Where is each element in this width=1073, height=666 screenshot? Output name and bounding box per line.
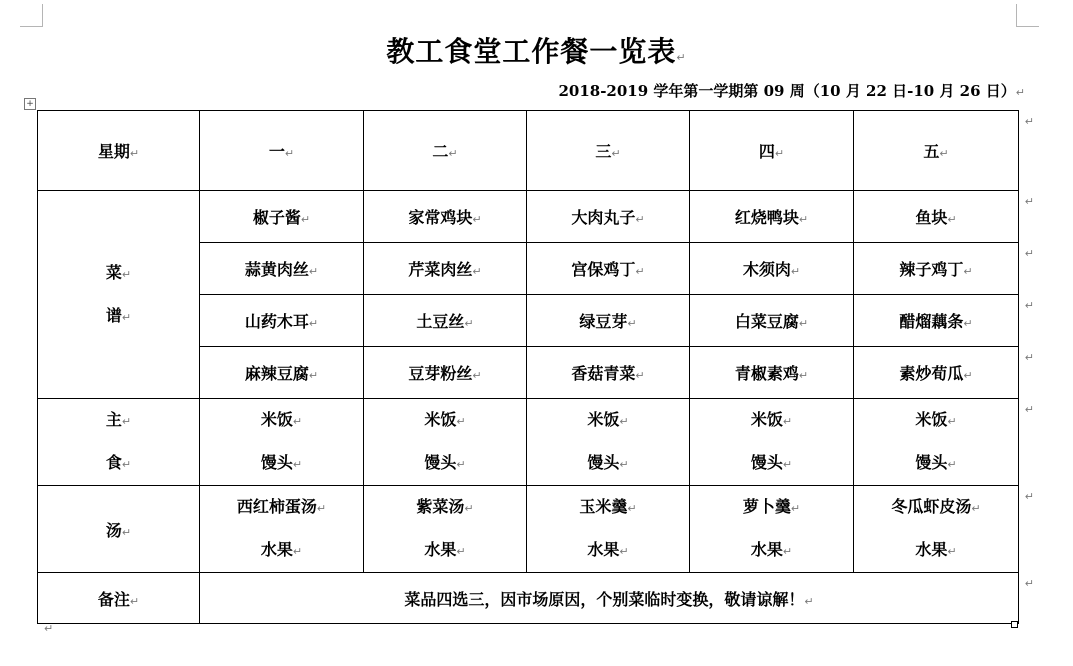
crop-mark-top-left	[20, 4, 43, 27]
dish-name: 椒子酱	[252, 208, 301, 227]
table-resize-handle[interactable]	[1011, 621, 1018, 628]
staple-item: 米饭	[424, 410, 457, 429]
paragraph-mark: ↵	[804, 594, 814, 608]
staple-cell	[854, 399, 1034, 486]
fruit-item: 水果	[915, 540, 948, 559]
soup-cell	[200, 486, 364, 573]
document-end-paragraph-mark: ↵	[44, 622, 54, 635]
dish-cell	[200, 347, 364, 399]
dish-name: 鱼块	[915, 208, 948, 227]
dish-name: 木须肉	[742, 260, 791, 279]
note-row	[38, 573, 1019, 624]
dish-row	[38, 191, 1019, 243]
day-cell-mon	[200, 111, 364, 191]
dish-cell	[200, 191, 364, 243]
day-cell-tue	[364, 111, 527, 191]
paragraph-mark: ↵	[121, 310, 132, 324]
menu-table	[37, 110, 1034, 624]
dish-cell	[854, 347, 1034, 399]
staple-item: 馒头	[424, 453, 457, 472]
soup-label-cell	[38, 486, 200, 573]
note-text: 菜品四选三，因市场原因，个别菜临时变换，敬请谅解！	[404, 589, 805, 609]
dish-cell	[854, 191, 1034, 243]
dish-name: 白菜豆腐	[734, 312, 799, 331]
paragraph-mark: ↵	[464, 317, 474, 330]
staple-item: 馒头	[587, 453, 620, 472]
dish-name: 香菇青菜	[571, 364, 636, 383]
weekday-label: 星期	[97, 142, 130, 161]
paragraph-mark: ↵	[963, 317, 973, 330]
soup-cell	[690, 486, 854, 573]
staple-label-char: 食	[105, 453, 122, 472]
subtitle-text: 2018-2019 学年第一学期第 09 周（10 月 22 日-10 月 26 日）	[558, 82, 1016, 100]
row-end-mark: ↵	[1024, 577, 1034, 590]
dish-cell	[527, 243, 690, 295]
day-label: 四	[758, 142, 775, 161]
dish-cell	[364, 191, 527, 243]
week-subtitle	[558, 80, 1025, 101]
note-label: 备注	[97, 589, 130, 609]
staple-item: 馒头	[260, 453, 293, 472]
paragraph-mark: ↵	[284, 147, 295, 160]
dish-cell	[690, 347, 854, 399]
dish-name: 土豆丝	[416, 312, 465, 331]
dish-name: 大肉丸子	[571, 208, 636, 227]
dish-name: 蒜黄肉丝	[244, 260, 309, 279]
staple-label-char: 主	[105, 410, 122, 429]
dish-cell	[527, 347, 690, 399]
soup-item: 西红柿蛋汤	[236, 497, 317, 516]
paragraph-mark: ↵	[464, 502, 474, 515]
dish-cell	[364, 347, 527, 399]
day-cell-thu	[690, 111, 854, 191]
staple-cell	[364, 399, 527, 486]
dish-name: 芹菜肉丝	[408, 260, 473, 279]
staple-label-cell	[38, 399, 200, 486]
paragraph-mark: ↵	[619, 545, 629, 558]
day-label: 三	[595, 142, 612, 161]
dish-cell	[690, 191, 854, 243]
soup-cell	[854, 486, 1034, 573]
staple-cell	[690, 399, 854, 486]
dish-name: 辣子鸡丁	[899, 260, 964, 279]
dish-name: 家常鸡块	[408, 208, 473, 227]
header-row	[38, 111, 1019, 191]
soup-item: 紫菜汤	[416, 497, 465, 516]
dish-name: 青椒素鸡	[734, 364, 799, 383]
paragraph-mark: ↵	[782, 415, 793, 428]
day-cell-wed	[527, 111, 690, 191]
paragraph-mark: ↵	[121, 415, 132, 428]
dish-cell	[364, 243, 527, 295]
day-label: 二	[432, 142, 449, 161]
fruit-item: 水果	[260, 540, 293, 559]
day-cell-fri	[854, 111, 1034, 191]
soup-item: 玉米羹	[579, 497, 628, 516]
paragraph-mark: ↵	[782, 545, 793, 558]
paragraph-mark: ↵	[316, 502, 327, 515]
row-end-mark: ↵	[1024, 299, 1034, 312]
staple-item: 米饭	[915, 410, 948, 429]
staple-cell	[527, 399, 690, 486]
dish-name: 宫保鸡丁	[571, 260, 636, 279]
paragraph-mark: ↵	[963, 265, 973, 278]
paragraph-mark: ↵	[456, 545, 466, 558]
paragraph-mark: ↵	[627, 317, 637, 330]
staple-item: 馒头	[915, 453, 948, 472]
paragraph-mark: ↵	[963, 369, 973, 382]
fruit-item: 水果	[424, 540, 457, 559]
table-move-handle-icon[interactable]: +	[24, 98, 36, 110]
dish-name: 素炒荀瓜	[899, 364, 964, 383]
paragraph-mark: ↵	[292, 415, 303, 428]
day-label: 五	[923, 142, 940, 161]
paragraph-mark: ↵	[790, 502, 801, 515]
paragraph-mark: ↵	[300, 213, 311, 226]
paragraph-mark: ↵	[292, 458, 303, 471]
paragraph-mark: ↵	[947, 458, 957, 471]
staple-item: 米饭	[260, 410, 293, 429]
dish-cell	[200, 243, 364, 295]
paragraph-mark: ↵	[947, 213, 957, 226]
paragraph-mark: ↵	[676, 51, 687, 64]
soup-item: 冬瓜虾皮汤	[891, 497, 972, 516]
paragraph-mark: ↵	[798, 369, 809, 382]
paragraph-mark: ↵	[782, 458, 793, 471]
paragraph-mark: ↵	[619, 458, 629, 471]
row-end-mark: ↵	[1024, 247, 1034, 260]
staple-row	[38, 399, 1019, 486]
paragraph-mark: ↵	[635, 213, 645, 226]
dishes-label-char: 谱	[105, 305, 122, 325]
dish-name: 山药木耳	[244, 312, 309, 331]
soup-row	[38, 486, 1019, 573]
paragraph-mark: ↵	[448, 147, 458, 160]
paragraph-mark: ↵	[939, 147, 949, 160]
note-text-cell	[200, 573, 1034, 624]
soup-item: 萝卜羹	[742, 497, 791, 516]
paragraph-mark: ↵	[308, 369, 319, 382]
paragraph-mark: ↵	[971, 502, 981, 515]
title-text: 教工食堂工作餐一览表	[386, 35, 677, 68]
dish-cell	[527, 295, 690, 347]
paragraph-mark: ↵	[472, 369, 482, 382]
paragraph-mark: ↵	[308, 317, 319, 330]
paragraph-mark: ↵	[774, 147, 785, 160]
crop-mark-top-right	[1016, 4, 1039, 27]
dish-name: 豆芽粉丝	[408, 364, 473, 383]
row-end-mark: ↵	[1024, 403, 1034, 416]
note-label-cell	[38, 573, 200, 624]
paragraph-mark: ↵	[292, 545, 303, 558]
dish-cell	[854, 243, 1034, 295]
paragraph-mark: ↵	[619, 415, 629, 428]
paragraph-mark: ↵	[121, 458, 132, 471]
staple-item: 馒头	[750, 453, 783, 472]
dish-cell	[527, 191, 690, 243]
dishes-label-cell	[38, 191, 200, 399]
paragraph-mark: ↵	[456, 415, 466, 428]
paragraph-mark: ↵	[129, 147, 140, 160]
soup-label: 汤	[105, 520, 122, 540]
staple-item: 米饭	[587, 410, 620, 429]
soup-cell	[364, 486, 527, 573]
paragraph-mark: ↵	[790, 265, 801, 278]
row-end-mark: ↵	[1024, 490, 1034, 503]
paragraph-mark: ↵	[611, 147, 621, 160]
dish-name: 红烧鸭块	[734, 208, 799, 227]
row-end-mark: ↵	[1024, 351, 1034, 364]
paragraph-mark: ↵	[947, 415, 957, 428]
day-label: 一	[268, 142, 285, 161]
paragraph-mark: ↵	[121, 525, 132, 539]
fruit-item: 水果	[750, 540, 783, 559]
paragraph-mark: ↵	[635, 369, 645, 382]
row-end-mark: ↵	[1024, 115, 1034, 128]
dish-cell	[200, 295, 364, 347]
dish-cell	[854, 295, 1034, 347]
page-title	[0, 30, 1073, 70]
staple-cell	[200, 399, 364, 486]
paragraph-mark: ↵	[798, 317, 809, 330]
dish-cell	[690, 243, 854, 295]
paragraph-mark: ↵	[456, 458, 466, 471]
paragraph-mark: ↵	[635, 265, 645, 278]
dish-cell	[690, 295, 854, 347]
paragraph-mark: ↵	[472, 265, 482, 278]
dishes-label-char: 菜	[105, 262, 122, 282]
paragraph-mark: ↵	[627, 502, 637, 515]
paragraph-mark: ↵	[121, 267, 132, 281]
paragraph-mark: ↵	[947, 545, 957, 558]
weekday-label-cell	[38, 111, 200, 191]
paragraph-mark: ↵	[798, 213, 809, 226]
paragraph-mark: ↵	[1015, 86, 1025, 99]
soup-cell	[527, 486, 690, 573]
paragraph-mark: ↵	[129, 594, 140, 608]
dish-name: 绿豆芽	[579, 312, 628, 331]
dish-name: 麻辣豆腐	[244, 364, 309, 383]
paragraph-mark: ↵	[472, 213, 482, 226]
staple-item: 米饭	[750, 410, 783, 429]
fruit-item: 水果	[587, 540, 620, 559]
row-end-mark: ↵	[1024, 195, 1034, 208]
paragraph-mark: ↵	[308, 265, 319, 278]
dish-name: 醋熘藕条	[899, 312, 964, 331]
dish-cell	[364, 295, 527, 347]
